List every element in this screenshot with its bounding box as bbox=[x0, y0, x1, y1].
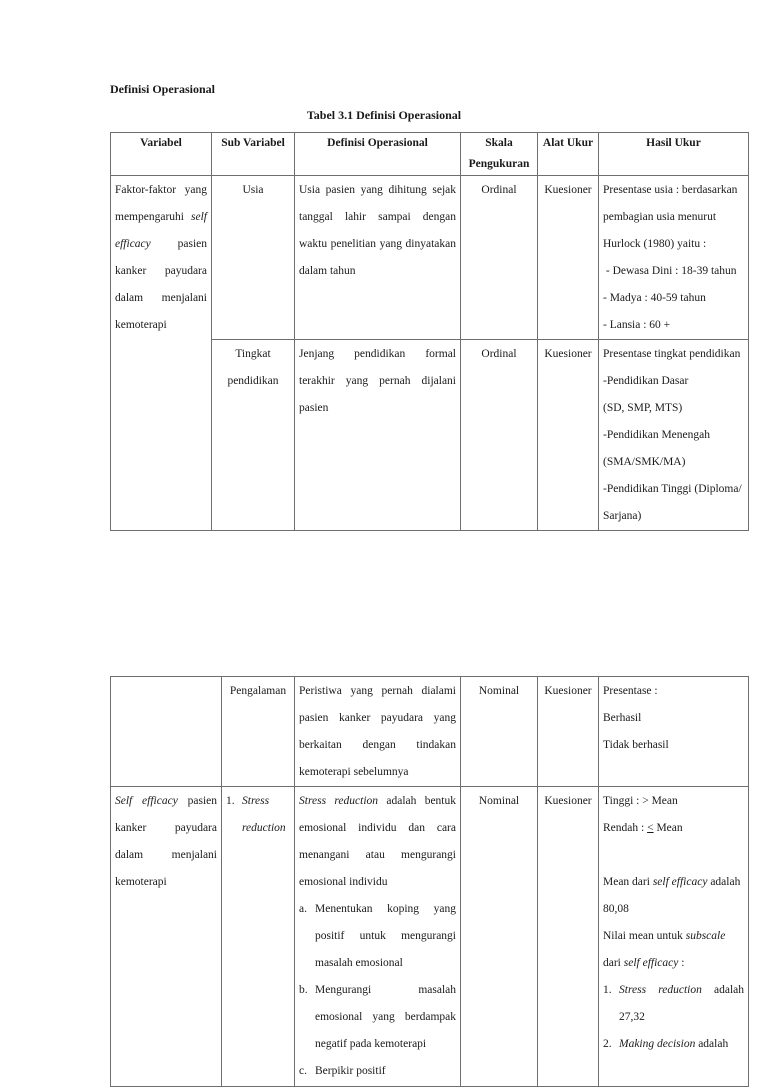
hasil-pendidikan-line: -Pendidikan Menengah bbox=[603, 429, 710, 441]
hasil-pengalaman-line: Berhasil bbox=[603, 712, 642, 724]
table-caption: Tabel 3.1 Definisi Operasional bbox=[306, 108, 462, 122]
hasil-pendidikan-line: (SD, SMP, MTS) bbox=[603, 402, 683, 414]
header-alat-ukur: Alat Ukur bbox=[538, 133, 599, 176]
subscale-item bbox=[603, 977, 744, 1031]
subscale-list bbox=[603, 977, 744, 1058]
hasil-nilai-post: : bbox=[678, 957, 685, 969]
subscale-item-marker: 2. bbox=[603, 1038, 612, 1050]
hasil-pendidikan-line: (SMA/SMK/MA) bbox=[603, 456, 686, 468]
hasil-pendidikan-line: -Pendidikan Tinggi (Diploma/ Sarjana) bbox=[603, 483, 742, 522]
definisi-sr-italic: Stress reduction bbox=[299, 795, 379, 807]
hasil-rendah-pre: Rendah : bbox=[603, 822, 648, 834]
hasil-usia-line: - Lansia : 60 + bbox=[603, 319, 671, 331]
subscale-item-post: adalah 27,32 bbox=[619, 984, 744, 1023]
hasil-rendah bbox=[603, 815, 744, 842]
subscale-item-italic: Making decision bbox=[619, 1038, 696, 1050]
hasil-mean bbox=[603, 869, 744, 923]
blank-line bbox=[603, 842, 744, 869]
definisi-sr-item-text: Menentukan koping yang positif untuk mengurangi masalah emosional bbox=[315, 903, 456, 969]
cell-hasil-self-efficacy bbox=[599, 787, 749, 1087]
cell-sub-pendidikan: Tingkat pendidikan bbox=[212, 340, 295, 531]
definisi-sr-item bbox=[299, 896, 456, 977]
subscale-item-italic: Stress reduction bbox=[619, 984, 702, 996]
cell-skala-pengalaman: Nominal bbox=[461, 677, 538, 787]
sub-variabel-marker: 1. bbox=[226, 795, 235, 807]
header-sub-variabel: Sub Variabel bbox=[212, 133, 295, 176]
subscale-item bbox=[603, 1031, 744, 1058]
cell-sub-pengalaman: Pengalaman bbox=[222, 677, 295, 787]
cell-sub-stress-reduction bbox=[222, 787, 295, 1087]
cell-skala-usia: Ordinal bbox=[461, 176, 538, 340]
subscale-item-post: adalah bbox=[695, 1038, 729, 1050]
hasil-nilai-italic-2: self efficacy bbox=[623, 957, 679, 969]
sub-variabel-list bbox=[226, 788, 290, 842]
sub-variabel-label: Stress reduction bbox=[242, 795, 286, 834]
hasil-pendidikan-line: -Pendidikan Dasar bbox=[603, 375, 689, 387]
cell-variabel-faktor bbox=[111, 176, 212, 531]
hasil-nilai-pre: Nilai mean untuk bbox=[603, 930, 686, 942]
cell-hasil-usia bbox=[599, 176, 749, 340]
variabel-text-italic: self efficacy bbox=[115, 211, 207, 250]
definisi-sr-item-marker: b. bbox=[299, 984, 308, 996]
hasil-rendah-post: Mean bbox=[653, 822, 683, 834]
cell-sub-usia: Usia bbox=[212, 176, 295, 340]
cell-hasil-pengalaman bbox=[599, 677, 749, 787]
definisi-sr-item-marker: a. bbox=[299, 903, 307, 915]
cell-alat-pengalaman: Kuesioner bbox=[538, 677, 599, 787]
hasil-mean-pre: Mean dari bbox=[603, 876, 653, 888]
section-heading: Definisi Operasional bbox=[110, 82, 216, 96]
table-header-row bbox=[111, 133, 749, 176]
header-variabel: Variabel bbox=[111, 133, 212, 176]
hasil-rendah-symbol: < bbox=[647, 822, 654, 834]
table-row-pengalaman bbox=[111, 677, 749, 787]
subscale-item-marker: 1. bbox=[603, 984, 612, 996]
definition-table-part-1 bbox=[110, 132, 749, 531]
cell-definisi-pengalaman: Peristiwa yang pernah dialami pasien kanker payudara yang berkaitan dengan tindakan kemoterapi sebelumnya bbox=[295, 677, 461, 787]
cell-alat-usia: Kuesioner bbox=[538, 176, 599, 340]
cell-alat-self-efficacy: Kuesioner bbox=[538, 787, 599, 1087]
definisi-sr-item bbox=[299, 977, 456, 1058]
hasil-usia-line: - Madya : 40-59 tahun bbox=[603, 292, 706, 304]
variabel-text-post: pasien kanker payudara dalam menjalani kemoterapi bbox=[115, 238, 207, 331]
hasil-nilai-mid: dari bbox=[603, 957, 624, 969]
cell-definisi-pendidikan: Jenjang pendidikan formal terakhir yang pernah dijalani pasien bbox=[295, 340, 461, 531]
cell-variabel-empty bbox=[111, 677, 222, 787]
cell-skala-pendidikan: Ordinal bbox=[461, 340, 538, 531]
cell-variabel-self-efficacy bbox=[111, 787, 222, 1087]
hasil-pengalaman-line: Tidak berhasil bbox=[603, 739, 669, 751]
hasil-mean-post: adalah 80,08 bbox=[603, 876, 741, 915]
definisi-sr-item-text: Mengurangi masalah emosional yang berdampak negatif pada kemoterapi bbox=[315, 984, 456, 1050]
header-skala: Skala Pengukuran bbox=[461, 133, 538, 176]
cell-skala-self-efficacy: Nominal bbox=[461, 787, 538, 1087]
header-hasil-ukur: Hasil Ukur bbox=[599, 133, 749, 176]
definition-table-part-2 bbox=[110, 676, 749, 1087]
hasil-pengalaman-line: Presentase : bbox=[603, 685, 658, 697]
definisi-sr-item-text: Berpikir positif bbox=[315, 1065, 386, 1077]
cell-alat-pendidikan: Kuesioner bbox=[538, 340, 599, 531]
hasil-nilai bbox=[603, 923, 744, 977]
cell-definisi-usia: Usia pasien yang dihitung sejak tanggal lahir sampai dengan waktu penelitian yang dinyatakan dalam tahun bbox=[295, 176, 461, 340]
definisi-sr-post: adalah bentuk emosional individu dan cara menangani atau mengurangi emosional individu bbox=[299, 795, 456, 888]
hasil-usia-line: Presentase usia : berdasarkan pembagian usia menurut Hurlock (1980) yaitu : bbox=[603, 184, 738, 250]
hasil-pendidikan-line: Presentase tingkat pendidikan bbox=[603, 348, 741, 360]
definisi-sr-item bbox=[299, 1058, 456, 1085]
table-row-self-efficacy bbox=[111, 787, 749, 1087]
cell-definisi-stress-reduction bbox=[295, 787, 461, 1087]
variabel-self-efficacy-post: pasien kanker payudara dalam menjalani kemoterapi bbox=[115, 795, 217, 888]
header-definisi: Definisi Operasional bbox=[295, 133, 461, 176]
cell-hasil-pendidikan bbox=[599, 340, 749, 531]
definisi-sr-list bbox=[299, 896, 456, 1085]
variabel-text-pre: Faktor-faktor yang mempengaruhi bbox=[115, 184, 207, 223]
sub-variabel-item bbox=[226, 788, 290, 842]
table-row-usia bbox=[111, 176, 749, 340]
definisi-sr-item-marker: c. bbox=[299, 1065, 307, 1077]
hasil-nilai-italic: subscale bbox=[685, 930, 726, 942]
variabel-self-efficacy-italic: Self efficacy bbox=[115, 795, 178, 807]
hasil-tinggi: Tinggi : > Mean bbox=[603, 795, 678, 807]
hasil-mean-italic: self efficacy bbox=[652, 876, 708, 888]
hasil-usia-line: - Dewasa Dini : 18-39 tahun bbox=[603, 265, 737, 277]
